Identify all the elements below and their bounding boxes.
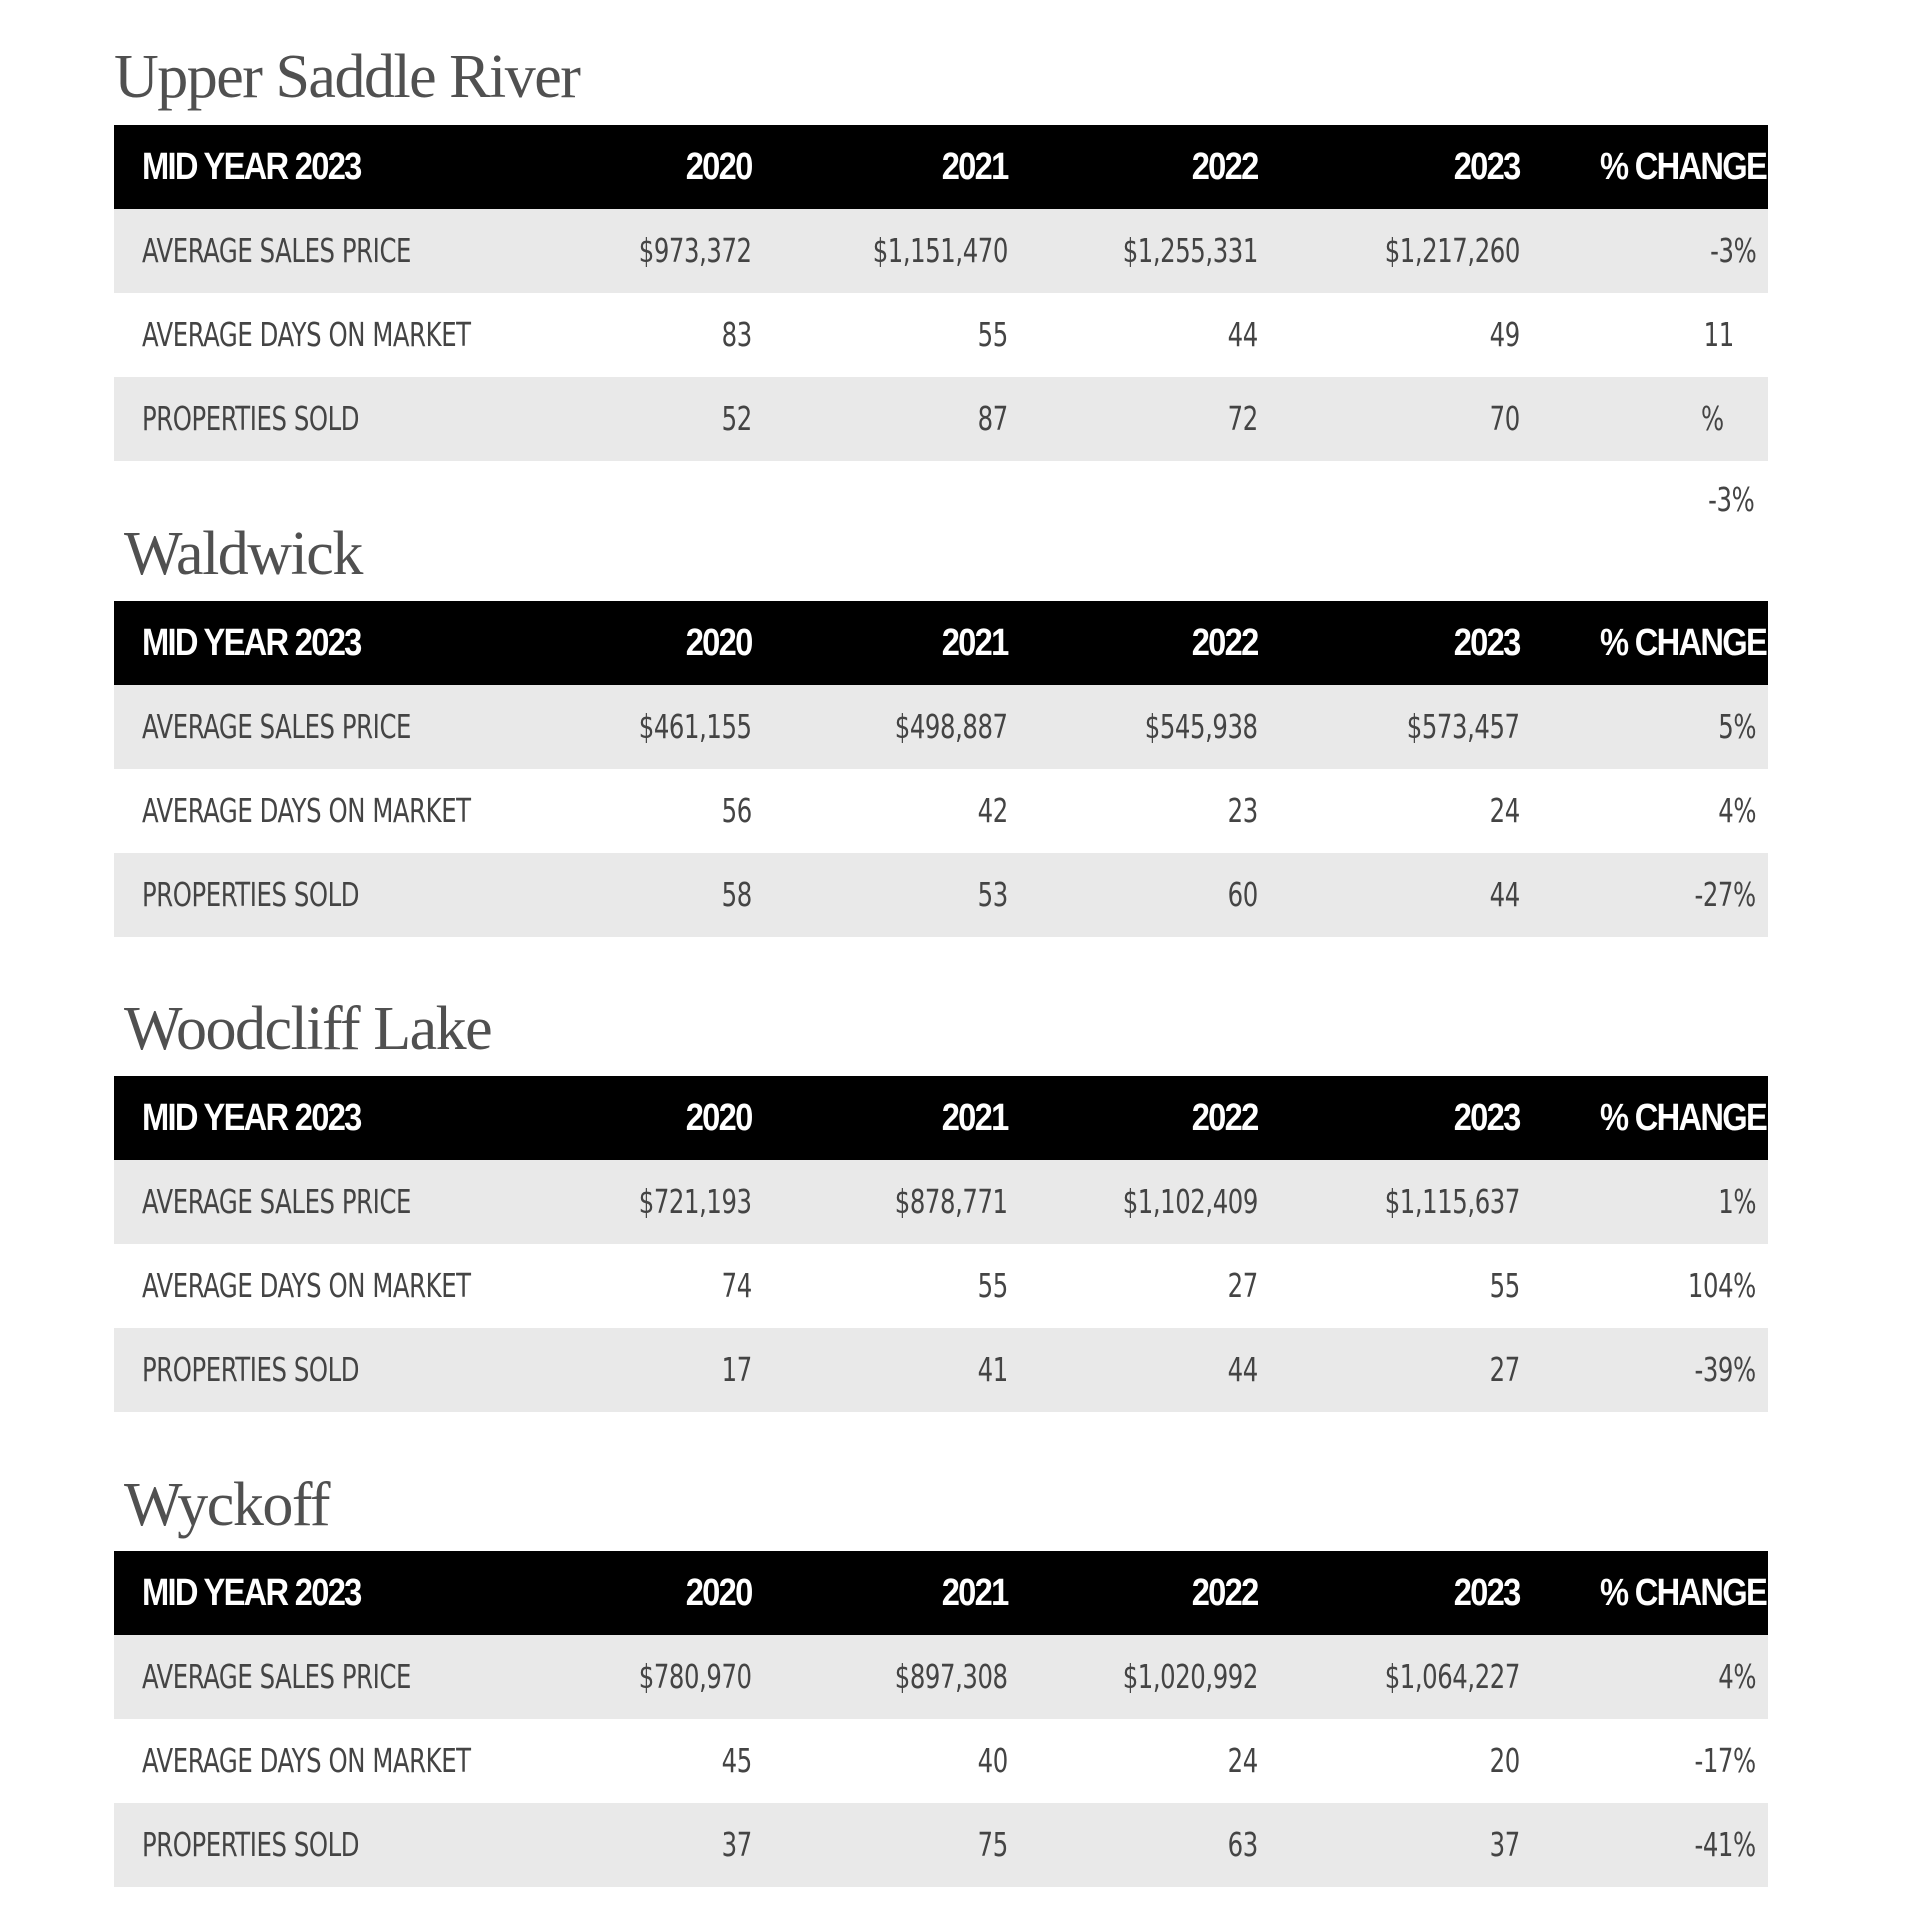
value-2020: 74	[721, 1266, 752, 1305]
stats-table-upper-saddle-river	[114, 125, 1768, 461]
value-2022: 23	[1227, 791, 1258, 830]
value-2021: 75	[977, 1825, 1008, 1864]
header-label: MID YEAR 2023	[142, 1572, 361, 1614]
value-2022: 72	[1227, 399, 1258, 438]
header-change: % CHANGE	[1599, 146, 1766, 188]
value-2021: 55	[977, 1266, 1008, 1305]
value-2020: 83	[721, 315, 752, 354]
table-header-row	[114, 601, 1768, 685]
row-label: PROPERTIES SOLD	[142, 1350, 360, 1389]
trailing-change-value: -3%	[1707, 480, 1754, 519]
value-2020: 52	[721, 399, 752, 438]
town-title-waldwick: Waldwick	[124, 520, 362, 588]
value-change: -27%	[1694, 875, 1756, 914]
header-2020: 2020	[686, 622, 752, 664]
header-label: MID YEAR 2023	[142, 1097, 361, 1139]
value-2022: 60	[1227, 875, 1258, 914]
header-2021: 2021	[942, 622, 1008, 664]
value-change: -39%	[1694, 1350, 1756, 1389]
header-2022: 2022	[1192, 1097, 1258, 1139]
header-2022: 2022	[1192, 622, 1258, 664]
value-2021: 87	[977, 399, 1008, 438]
value-2021: 53	[977, 875, 1008, 914]
stats-table-woodcliff-lake	[114, 1076, 1768, 1412]
table-row	[114, 1160, 1768, 1244]
value-change: 1%	[1718, 1182, 1756, 1221]
value-change: 11	[1703, 315, 1734, 354]
header-2021: 2021	[942, 1572, 1008, 1614]
value-change: -41%	[1694, 1825, 1756, 1864]
value-2023: 27	[1489, 1350, 1520, 1389]
row-label: PROPERTIES SOLD	[142, 399, 360, 438]
row-label: PROPERTIES SOLD	[142, 875, 360, 914]
value-2021: $878,771	[895, 1182, 1008, 1221]
value-2020: 56	[721, 791, 752, 830]
value-change: -3%	[1709, 231, 1756, 270]
header-change: % CHANGE	[1599, 1572, 1766, 1614]
header-2023: 2023	[1454, 146, 1520, 188]
stats-table-waldwick	[114, 601, 1768, 937]
header-2023: 2023	[1454, 1097, 1520, 1139]
header-change: % CHANGE	[1599, 622, 1766, 664]
header-label: MID YEAR 2023	[142, 146, 361, 188]
value-2023: $1,217,260	[1384, 231, 1520, 270]
table-row	[114, 1803, 1768, 1887]
town-title-wyckoff: Wyckoff	[124, 1471, 329, 1539]
header-2020: 2020	[686, 146, 752, 188]
header-2023: 2023	[1454, 1572, 1520, 1614]
town-title-woodcliff-lake: Woodcliff Lake	[124, 995, 492, 1063]
table-row	[114, 1635, 1768, 1719]
header-2021: 2021	[942, 146, 1008, 188]
value-2022: 63	[1227, 1825, 1258, 1864]
header-2020: 2020	[686, 1097, 752, 1139]
value-2022: $1,020,992	[1122, 1657, 1258, 1696]
value-2020: $973,372	[639, 231, 752, 270]
row-label: PROPERTIES SOLD	[142, 1825, 360, 1864]
value-2020: $721,193	[639, 1182, 752, 1221]
value-2022: $1,255,331	[1122, 231, 1258, 270]
table-row	[114, 685, 1768, 769]
value-2022: 24	[1227, 1741, 1258, 1780]
stats-table-wyckoff	[114, 1551, 1768, 1887]
row-label: AVERAGE DAYS ON MARKET	[142, 1266, 471, 1305]
value-2020: $461,155	[639, 707, 752, 746]
value-2020: 37	[721, 1825, 752, 1864]
value-2020: 58	[721, 875, 752, 914]
header-2021: 2021	[942, 1097, 1008, 1139]
table-row	[114, 209, 1768, 293]
value-2022: 27	[1227, 1266, 1258, 1305]
header-2022: 2022	[1192, 146, 1258, 188]
table-row	[114, 1719, 1768, 1803]
value-2022: 44	[1227, 315, 1258, 354]
row-label: AVERAGE SALES PRICE	[142, 1657, 412, 1696]
value-change: %	[1701, 399, 1724, 438]
header-2020: 2020	[686, 1572, 752, 1614]
value-2021: $498,887	[895, 707, 1008, 746]
table-row	[114, 853, 1768, 937]
value-2022: $545,938	[1145, 707, 1258, 746]
value-2020: 17	[721, 1350, 752, 1389]
value-2022: $1,102,409	[1122, 1182, 1258, 1221]
value-2020: 45	[721, 1741, 752, 1780]
table-row	[114, 293, 1768, 377]
row-label: AVERAGE DAYS ON MARKET	[142, 1741, 471, 1780]
value-2021: 40	[977, 1741, 1008, 1780]
table-row	[114, 1328, 1768, 1412]
header-label: MID YEAR 2023	[142, 622, 361, 664]
value-2021: 55	[977, 315, 1008, 354]
town-title-upper-saddle-river: Upper Saddle River	[114, 43, 580, 111]
value-2021: $897,308	[895, 1657, 1008, 1696]
row-label: AVERAGE DAYS ON MARKET	[142, 791, 471, 830]
value-2022: 44	[1227, 1350, 1258, 1389]
value-2023: 44	[1489, 875, 1520, 914]
table-header-row	[114, 125, 1768, 209]
value-2023: 37	[1489, 1825, 1520, 1864]
value-change: 4%	[1718, 791, 1756, 830]
value-2023: 20	[1489, 1741, 1520, 1780]
value-2020: $780,970	[639, 1657, 752, 1696]
value-change: 4%	[1718, 1657, 1756, 1696]
value-2023: $1,064,227	[1384, 1657, 1520, 1696]
value-2023: 49	[1489, 315, 1520, 354]
header-change: % CHANGE	[1599, 1097, 1766, 1139]
table-header-row	[114, 1551, 1768, 1635]
value-2023: $573,457	[1407, 707, 1520, 746]
value-change: 104%	[1688, 1266, 1756, 1305]
value-2023: 24	[1489, 791, 1520, 830]
table-row	[114, 769, 1768, 853]
value-2021: 42	[977, 791, 1008, 830]
value-2023: $1,115,637	[1384, 1182, 1520, 1221]
value-2023: 55	[1489, 1266, 1520, 1305]
value-change: -17%	[1694, 1741, 1756, 1780]
row-label: AVERAGE DAYS ON MARKET	[142, 315, 471, 354]
value-2021: 41	[977, 1350, 1008, 1389]
table-header-row	[114, 1076, 1768, 1160]
row-label: AVERAGE SALES PRICE	[142, 707, 412, 746]
table-row	[114, 1244, 1768, 1328]
value-2023: 70	[1489, 399, 1520, 438]
table-row	[114, 377, 1768, 461]
header-2023: 2023	[1454, 622, 1520, 664]
value-change: 5%	[1718, 707, 1756, 746]
row-label: AVERAGE SALES PRICE	[142, 231, 412, 270]
header-2022: 2022	[1192, 1572, 1258, 1614]
value-2021: $1,151,470	[872, 231, 1008, 270]
row-label: AVERAGE SALES PRICE	[142, 1182, 412, 1221]
